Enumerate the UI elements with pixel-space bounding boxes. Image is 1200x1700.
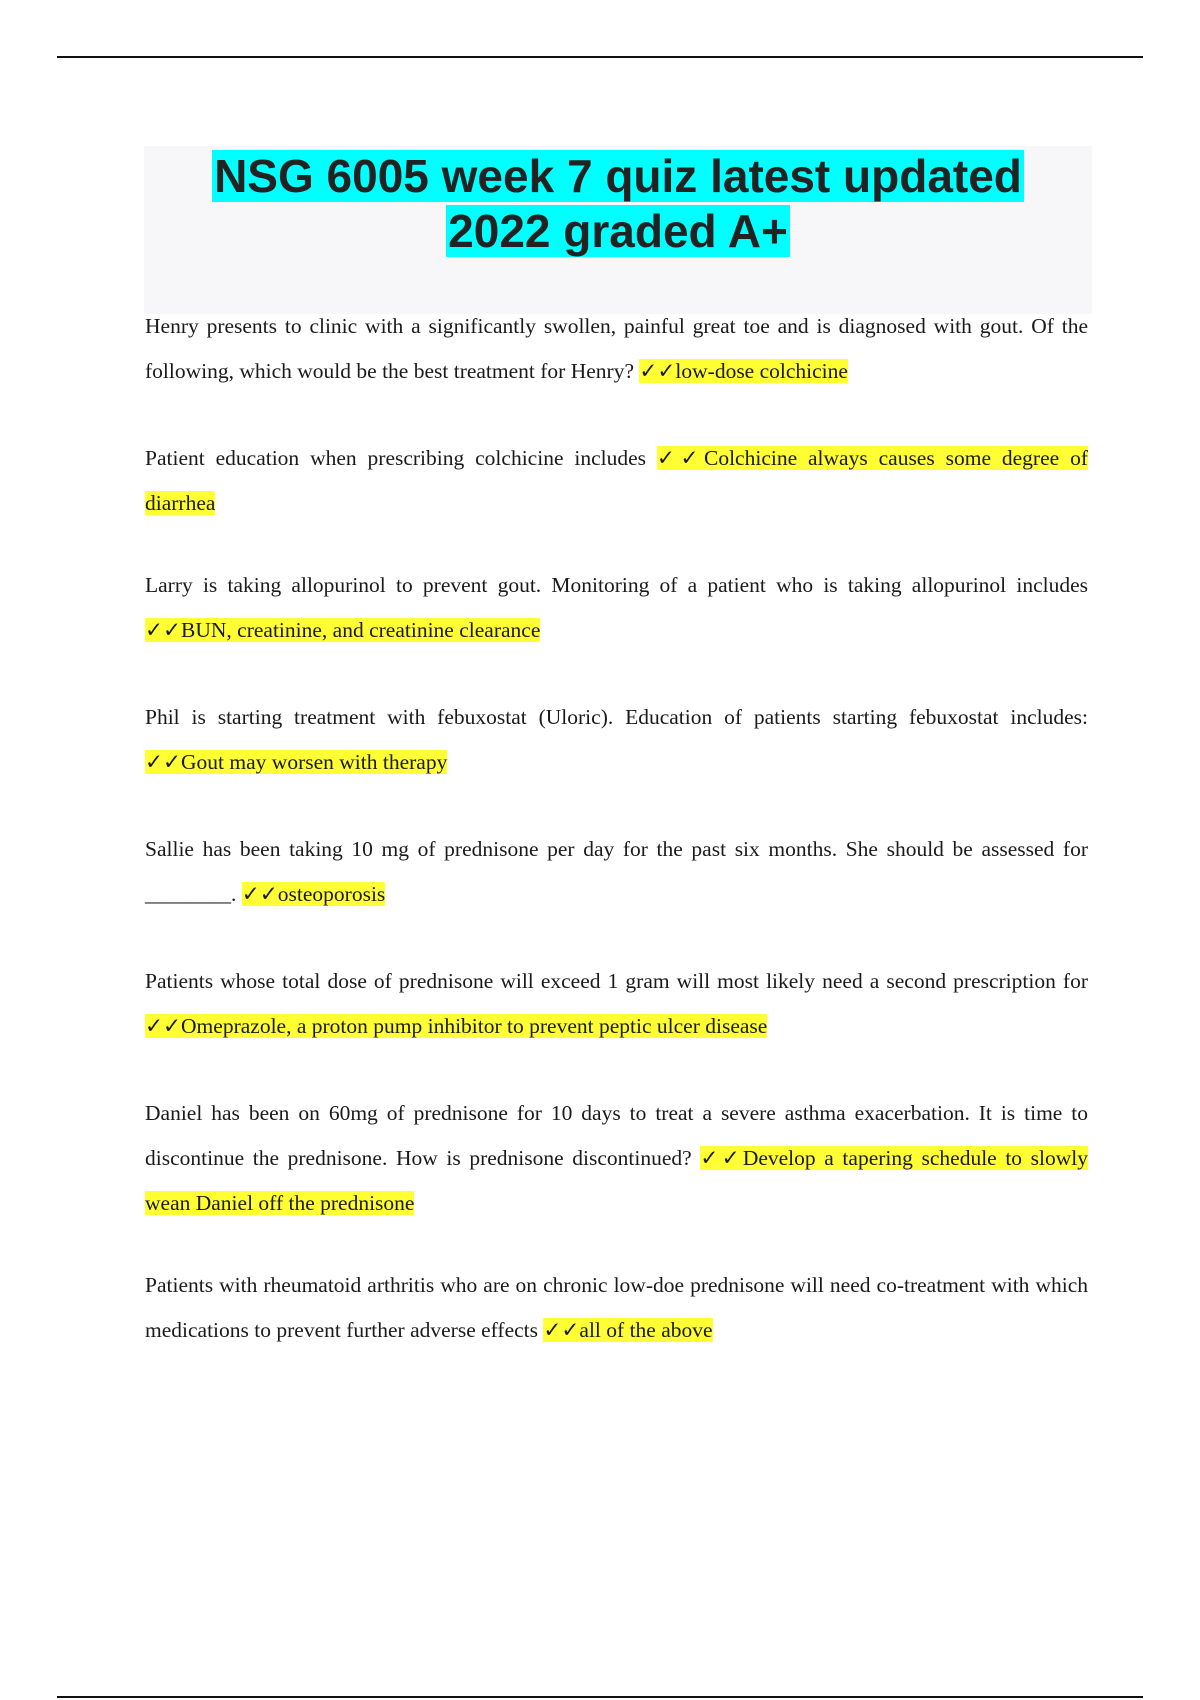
question-text: Henry presents to clinic with a significantly swollen, painful great toe and is diagnosed with gout. Of the following, which would be the best treatment for Henry?	[145, 314, 1088, 383]
answer-highlight: ✓✓Colchicine always causes some degree of diarrhea	[145, 446, 1088, 515]
title-line-2: 2022 graded A+	[448, 205, 788, 257]
title-line-1: NSG 6005 week 7 quiz latest updated	[214, 150, 1022, 202]
qa-item-prednisone-second-prescription	[145, 959, 1088, 1049]
page-top-rule	[57, 56, 1143, 58]
qa-item-prednisone-discontinuation	[145, 1091, 1088, 1226]
question-text: Patients whose total dose of prednisone will exceed 1 gram will most likely need a second prescription for	[145, 969, 1088, 993]
page-bottom-rule	[57, 1696, 1143, 1698]
question-text: Larry is taking allopurinol to prevent gout. Monitoring of a patient who is taking allopurinol includes	[145, 573, 1088, 597]
qa-item-gout-treatment	[145, 304, 1088, 394]
qa-item-febuxostat-education	[145, 695, 1088, 785]
qa-item-rheumatoid-cotreatment	[145, 1263, 1088, 1353]
qa-item-colchicine-education	[145, 436, 1088, 526]
question-text: Daniel has been on 60mg of prednisone for 10 days to treat a severe asthma exacerbation. It is time to discontinue the prednisone. How is prednisone discontinued?	[145, 1101, 1088, 1170]
answer-highlight: ✓✓Develop a tapering schedule to slowly wean Daniel off the prednisone	[145, 1146, 1088, 1215]
qa-item-allopurinol-monitoring	[145, 563, 1088, 653]
question-text: Sallie has been taking 10 mg of prednisone per day for the past six months. She should be assessed for ________.	[145, 837, 1088, 906]
answer-highlight: ✓✓Gout may worsen with therapy	[145, 750, 448, 774]
question-text: Patients with rheumatoid arthritis who are on chronic low-doe prednisone will need co-treatment with which medications to prevent further adverse effects	[145, 1273, 1088, 1342]
qa-item-prednisone-assessment	[145, 827, 1088, 917]
answer-highlight: ✓✓low-dose colchicine	[639, 359, 848, 383]
question-text: Patient education when prescribing colchicine includes	[145, 446, 657, 470]
answer-highlight: ✓✓BUN, creatinine, and creatinine clearance	[145, 618, 541, 642]
answer-highlight: ✓✓Omeprazole, a proton pump inhibitor to prevent peptic ulcer disease	[145, 1014, 768, 1038]
answer-highlight: ✓✓osteoporosis	[241, 882, 386, 906]
document-title	[144, 146, 1092, 259]
title-banner	[144, 146, 1092, 314]
question-text: Phil is starting treatment with febuxostat (Uloric). Education of patients starting febuxostat includes:	[145, 705, 1088, 729]
question-list	[145, 304, 1088, 1395]
answer-highlight: ✓✓all of the above	[543, 1318, 713, 1342]
